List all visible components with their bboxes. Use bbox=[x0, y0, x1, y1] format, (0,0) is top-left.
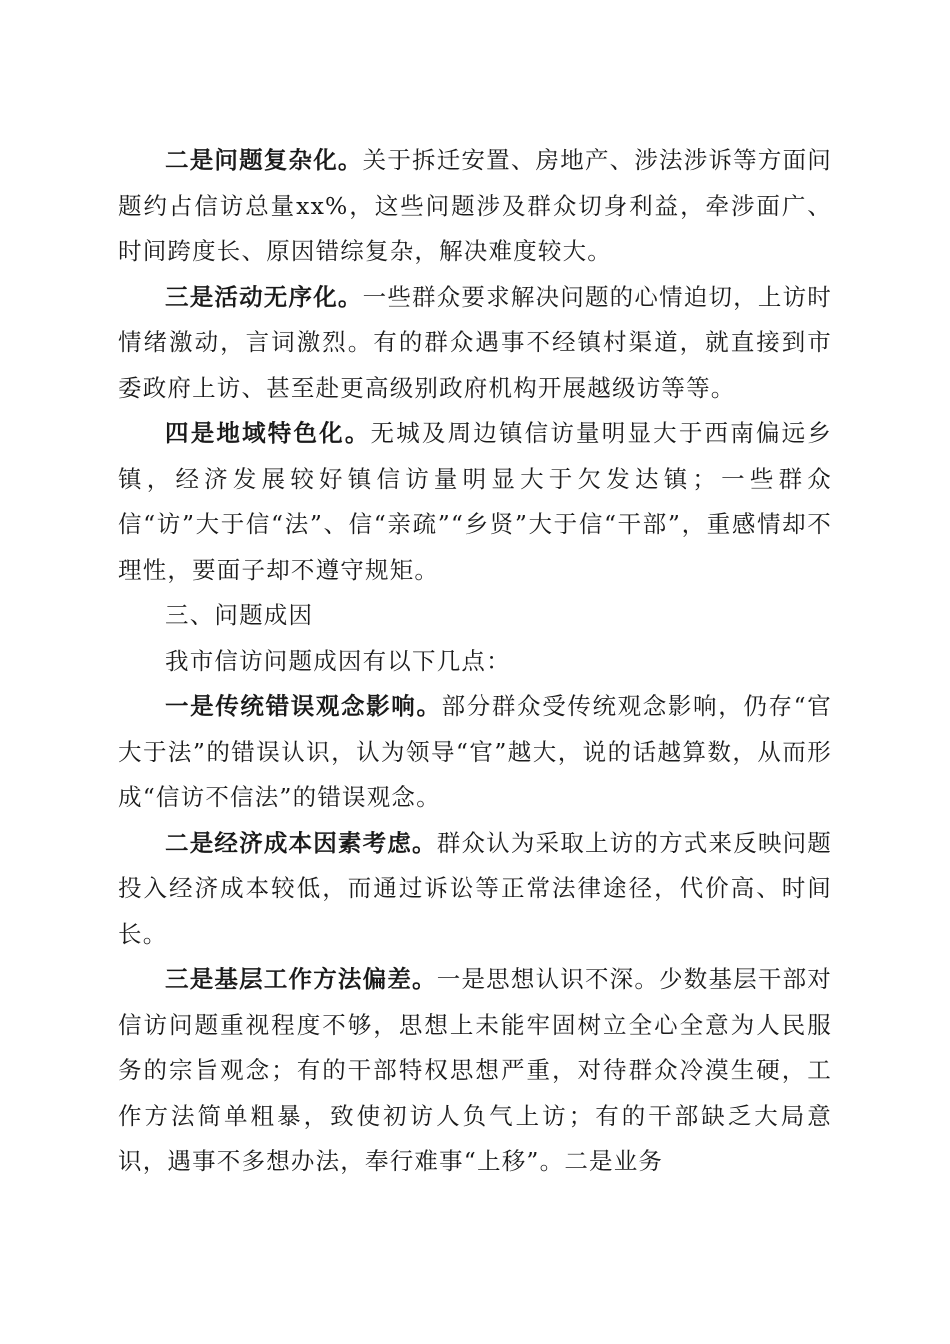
paragraph-text: 部分群众受传统观念影响，仍存“官大于法”的错误认识，认为领导“官”越大，说的话越算数，从而形成“信访不信法”的错误观念。 bbox=[118, 692, 833, 811]
paragraph-lead: 四是地域特色化。 bbox=[165, 419, 371, 447]
paragraph-cause-grassroots-methods bbox=[118, 957, 832, 1185]
paragraph-lead: 二是经济成本因素考虑。 bbox=[165, 828, 437, 857]
paragraph-lead: 二是问题复杂化。 bbox=[165, 146, 363, 174]
section-intro: 我市信访问题成因有以下几点： bbox=[165, 646, 511, 675]
paragraph-problem-complexity bbox=[118, 138, 832, 275]
paragraph-lead: 一是传统错误观念影响。 bbox=[165, 692, 442, 720]
paragraph-lead: 三是基层工作方法偏差。 bbox=[165, 965, 437, 993]
paragraph-activity-disorder bbox=[118, 275, 832, 412]
document-body bbox=[118, 138, 832, 1185]
paragraph-cause-economic-cost bbox=[118, 821, 832, 958]
paragraph-text: 无城及周边镇信访量明显大于西南偏远乡镇，经济发展较好镇信访量明显大于欠发达镇；一些群众信“访”大于信“法”、信“亲疏”“乡贤”大于信“干部”，重感情却不理性，要面子却不遵守规矩。 bbox=[118, 419, 832, 584]
section-heading: 三、问题成因 bbox=[165, 601, 314, 629]
paragraph-text: 一些群众要求解决问题的心情迫切，上访时情绪激动，言词激烈。有的群众遇事不经镇村渠道，就直接到市委政府上访、甚至赴更高级别政府机构开展越级访等等。 bbox=[118, 282, 832, 402]
paragraph-text: 一是思想认识不深。少数基层干部对信访问题重视程度不够，思想上未能牢固树立全心全意为人民服务的宗旨观念；有的干部特权思想严重，对待群众冷漠生硬，工作方法简单粗暴，致使初访人负气上访；有的干部缺乏大局意识，遇事不多想办法，奉行难事“上移”。二是业务 bbox=[118, 965, 833, 1175]
paragraph-lead: 三是活动无序化。 bbox=[165, 282, 363, 311]
paragraph-text: 群众认为采取上访的方式来反映问题投入经济成本较低，而通过诉讼等正常法律途径，代价高、时间长。 bbox=[118, 828, 833, 948]
paragraph-text: 关于拆迁安置、房地产、涉法涉诉等方面问题约占信访总量xx%，这些问题涉及群众切身利益，牵涉面广、时间跨度长、原因错综复杂，解决难度较大。 bbox=[118, 146, 832, 265]
paragraph-cause-traditional-ideas bbox=[118, 684, 832, 821]
paragraph-regional-features bbox=[118, 411, 832, 593]
